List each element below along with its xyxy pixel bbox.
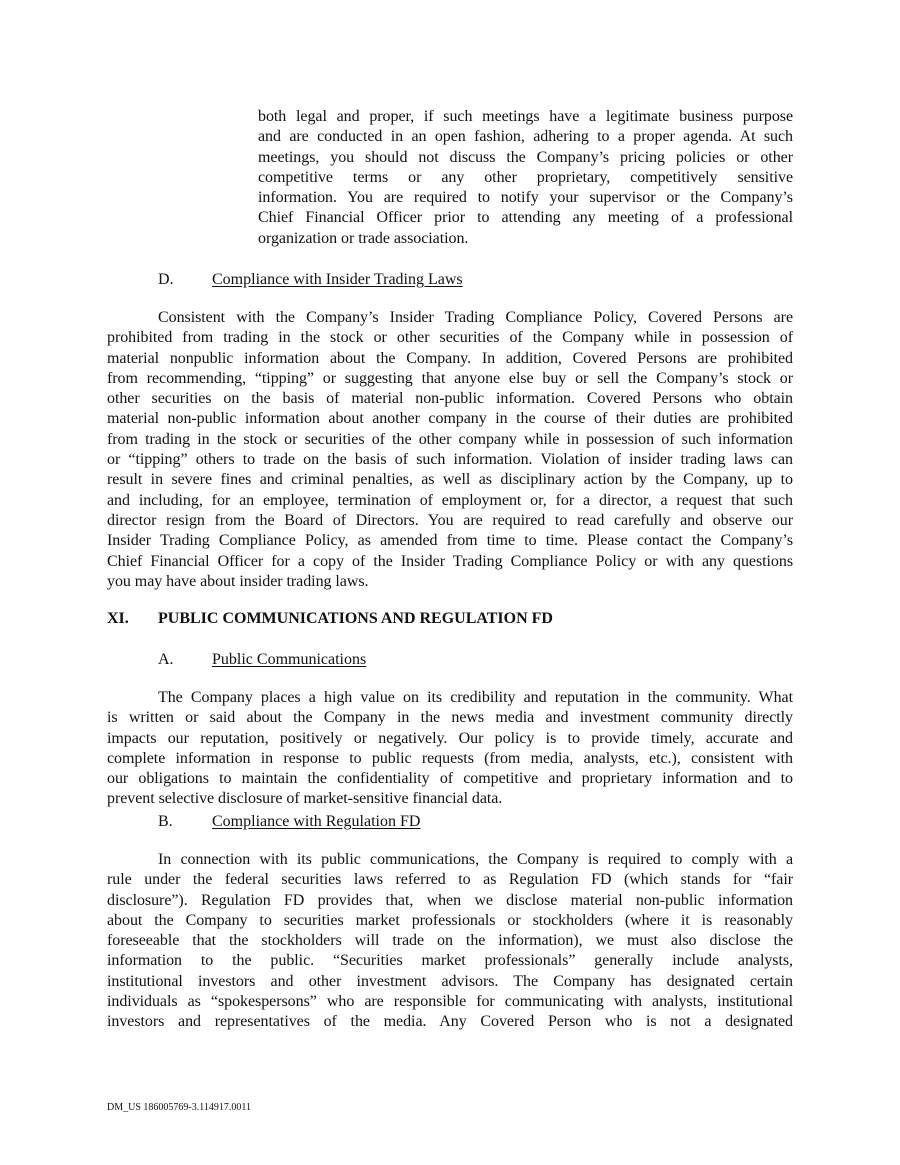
- text-line: disclosure”). Regulation FD provides that, when we disclose material non-public information: [107, 891, 793, 909]
- document-id-footer: DM_US 186005769-3.114917.0011: [107, 1102, 251, 1113]
- text-line: Chief Financial Officer prior to attending any meeting of a professional: [258, 209, 793, 227]
- text-line: result in severe fines and criminal penalties, as well as disciplinary action by the Company, up to: [107, 471, 793, 489]
- text-line: from trading in the stock or securities of the other company while in possession of such information: [107, 430, 793, 448]
- text-line: Consistent with the Company’s Insider Trading Compliance Policy, Covered Persons are: [158, 309, 793, 326]
- heading-number: XI.: [107, 610, 129, 627]
- text-line: Insider Trading Compliance Policy, as amended from time to time. Please contact the Company’s: [107, 532, 793, 550]
- text-line: from recommending, “tipping” or suggesting that anyone else buy or sell the Company’s stock or: [107, 369, 793, 387]
- text-line: impacts our reputation, positively or negatively. Our policy is to provide timely, accurate and: [107, 729, 793, 747]
- heading-b: [158, 812, 421, 832]
- heading-title: PUBLIC COMMUNICATIONS AND REGULATION FD: [158, 610, 553, 627]
- heading-title: Public Communications: [212, 651, 367, 668]
- text-line: information. You are required to notify your supervisor or the Company’s: [258, 189, 793, 207]
- text-line: The Company places a high value on its credibility and reputation in the community. What: [158, 689, 793, 706]
- text-line: material non-public information about another company in the course of their duties are prohibited: [107, 410, 793, 428]
- text-line: individuals as “spokespersons” who are responsible for communicating with analysts, institutional: [107, 993, 793, 1011]
- text-line: our obligations to maintain the confidentiality of competitive and proprietary information and to: [107, 770, 793, 788]
- text-line: investors and representatives of the media. Any Covered Person who is not a designated: [107, 1013, 793, 1031]
- text-line: about the Company to securities market professionals or stockholders (where it is reasonably: [107, 911, 793, 929]
- heading-number: D.: [158, 271, 174, 288]
- heading-number: B.: [158, 813, 173, 830]
- paragraph-public-communications: [107, 688, 793, 810]
- text-line: In connection with its public communications, the Company is required to comply with a: [158, 851, 793, 868]
- text-line: prevent selective disclosure of market-sensitive financial data.: [107, 790, 503, 808]
- heading-title: Compliance with Regulation FD: [212, 813, 421, 830]
- text-line: Chief Financial Officer for a copy of the Insider Trading Compliance Policy or with any questions: [107, 552, 793, 570]
- text-line: director resign from the Board of Directors. You are required to read carefully and observe our: [107, 511, 793, 529]
- heading-d: [158, 270, 463, 290]
- text-line: rule under the federal securities laws referred to as Regulation FD (which stands for “fair: [107, 871, 793, 889]
- text-line: other securities on the basis of material non-public information. Covered Persons who obtain: [107, 390, 793, 408]
- text-line: or “tipping” others to trade on the basis of such information. Violation of insider trading laws can: [107, 451, 793, 469]
- text-line: competitive terms or any other proprietary, competitively sensitive: [258, 168, 793, 186]
- heading-xi: [107, 609, 553, 629]
- paragraph-trade-associations: [258, 107, 793, 249]
- paragraph-regulation-fd: [107, 850, 793, 1033]
- heading-title: Compliance with Insider Trading Laws: [212, 271, 463, 288]
- heading-number: A.: [158, 651, 174, 668]
- text-line: and are conducted in an open fashion, adhering to a proper agenda. At such: [258, 128, 793, 146]
- text-line: you may have about insider trading laws.: [107, 572, 369, 590]
- text-line: organization or trade association.: [258, 229, 469, 247]
- text-line: meetings, you should not discuss the Company’s pricing policies or other: [258, 148, 793, 166]
- text-line: institutional investors and other investment advisors. The Company has designated certain: [107, 972, 793, 990]
- heading-a: [158, 650, 367, 670]
- paragraph-insider-trading: [107, 308, 793, 592]
- text-line: material nonpublic information about the Company. In addition, Covered Persons are prohibited: [107, 349, 793, 367]
- text-line: information to the public. “Securities market professionals” generally include analysts,: [107, 952, 793, 970]
- text-line: foreseeable that the stockholders will trade on the information), we must also disclose the: [107, 932, 793, 950]
- text-line: both legal and proper, if such meetings have a legitimate business purpose: [258, 108, 793, 125]
- text-line: prohibited from trading in the stock or other securities of the Company while in possession of: [107, 329, 793, 347]
- text-line: complete information in response to public requests (from media, analysts, etc.), consistent with: [107, 749, 793, 767]
- text-line: and including, for an employee, termination of employment or, for a director, a request that such: [107, 491, 793, 509]
- text-line: is written or said about the Company in the news media and investment community directly: [107, 709, 793, 727]
